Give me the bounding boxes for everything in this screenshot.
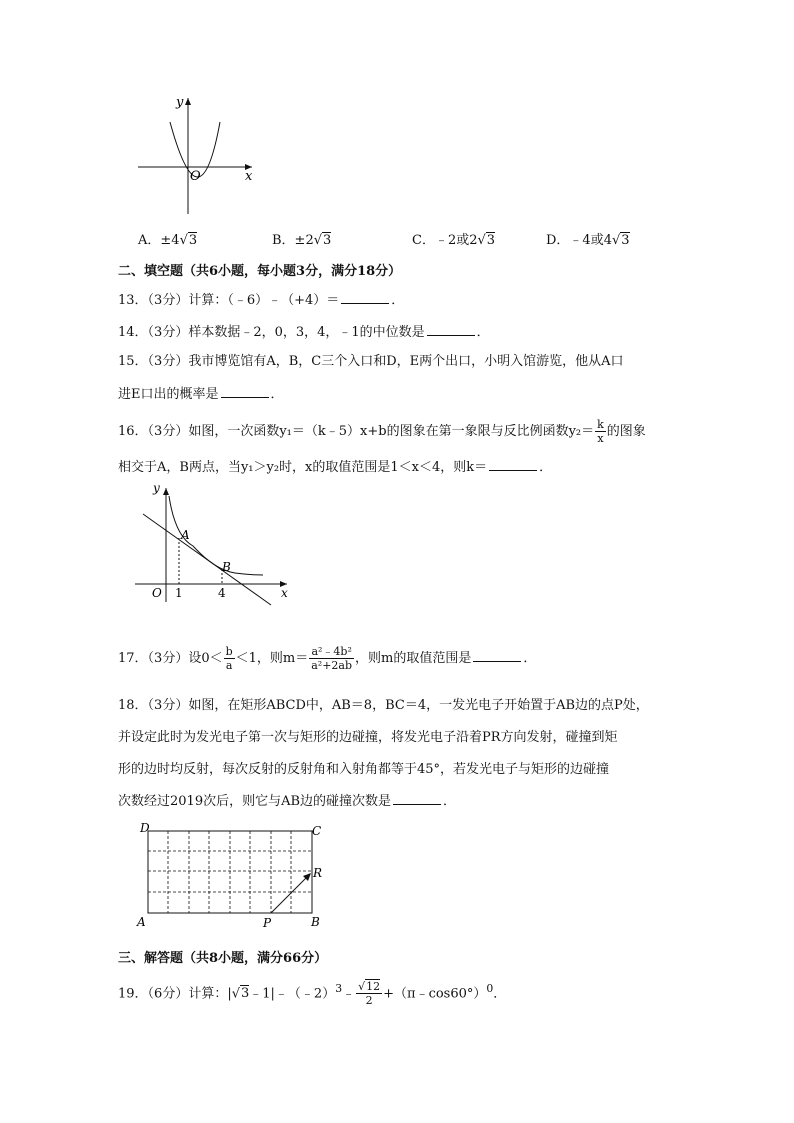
y-axis-arrow — [185, 98, 191, 105]
answer-blank[interactable] — [427, 323, 475, 336]
origin-label: O — [190, 169, 201, 184]
sqrt-symbol: √ — [477, 233, 486, 248]
question-18-line-3: 形的边时均反射，每次反射的反射角和入射角都等于45°，若发光电子与矩形的边碰撞 — [118, 762, 610, 777]
question-15-line-2: 进E口出的概率是 ． — [118, 387, 284, 402]
ray-pr — [271, 875, 309, 913]
option-d[interactable]: D．﹣4或4√3 — [546, 233, 630, 248]
label-r: R — [313, 866, 323, 880]
question-14: 14．（3分）样本数据﹣2，0，3，4，﹣1的中位数是 ． — [118, 325, 490, 340]
fraction-m: $\frac{\text{a²﹣4b²}}{\text{a²+2ab}}$ — [311, 645, 353, 672]
question-16-line-2: 相交于A，B两点，当y₁＞y₂时，x的取值范围是1＜x＜4，则k＝ ． — [118, 460, 553, 475]
answer-blank[interactable] — [489, 458, 537, 471]
option-b[interactable]: B．±2√3 — [272, 233, 332, 248]
sqrt-symbol: √ — [611, 233, 621, 248]
question-15-line-1: 15．（3分）我市博览馆有A，B，C三个入口和D，E两个出口，小明入馆游览，他从A口 — [118, 354, 624, 369]
y-axis-arrow — [163, 488, 169, 495]
answer-blank[interactable] — [393, 792, 441, 805]
x-axis-label: x — [245, 169, 253, 184]
answer-blank[interactable] — [341, 291, 389, 304]
question-17: 17．（3分）设0＜ $\frac{b}{a}$ ＜1，则m＝ $\frac{\text{a²﹣4b²}}{\text{a²+2ab}}$ ，则m的取值范围是 ． — [118, 645, 537, 672]
sqrt-symbol: √ — [231, 986, 240, 1002]
option-a[interactable]: A．±4√3 — [138, 233, 198, 248]
tick-label-4: 4 — [218, 586, 226, 600]
point-b-label: B — [222, 560, 231, 574]
grid-lines — [148, 831, 312, 913]
section-2-title: 二、填空题（共6小题，每小题3分，满分18分） — [118, 264, 402, 279]
y-axis-label: y — [153, 481, 160, 495]
fraction-b-over-a: $\frac{b}{a}$ — [225, 645, 233, 672]
question-18-line-2: 并设定此时为发光电子第一次与矩形的边碰撞，将发光电子沿着PR方向发射，碰撞到矩 — [118, 730, 618, 745]
option-c[interactable]: C．﹣2或2√3 — [412, 233, 496, 248]
y-axis-label: y — [176, 95, 184, 110]
rectangle-grid-figure — [135, 820, 335, 932]
x-axis-label: x — [281, 586, 288, 600]
parabola-graph — [130, 92, 260, 222]
point-a-label: A — [181, 528, 190, 542]
section-3-title: 三、解答题（共8小题，满分66分） — [118, 951, 328, 966]
answer-blank[interactable] — [473, 649, 521, 662]
question-18-line-4: 次数经过2019次后，则它与AB边的碰撞次数是 ． — [118, 794, 457, 809]
question-16-line-1: 16．（3分）如图，一次函数y₁＝（k﹣5）x+b的图象在第一象限与反比例函数y₂＝ $\frac{k}{x}$ 的图象 — [118, 418, 646, 445]
function-graph — [135, 478, 295, 608]
label-d: D — [140, 821, 150, 835]
tick-label-1: 1 — [175, 586, 183, 600]
label-p: P — [263, 916, 272, 930]
answer-blank[interactable] — [221, 385, 269, 398]
fraction-k-over-x: $\frac{k}{x}$ — [597, 418, 604, 445]
sqrt-symbol: √ — [179, 233, 188, 248]
label-a: A — [137, 915, 146, 929]
label-c: C — [312, 824, 322, 838]
sqrt-symbol: √ — [313, 233, 323, 248]
fraction-sqrt12-over-2: $\frac{√12}{2}$ — [358, 980, 381, 1008]
question-19: 19．（6分）计算：|√3﹣1|﹣（﹣2）$^3$﹣ $\frac{√12}{2}$ +（π﹣cos60°）$^0$． — [118, 980, 507, 1008]
origin-label: O — [152, 586, 162, 600]
question-18-line-1: 18．（3分）如图，在矩形ABCD中，AB＝8，BC＝4，一发光电子开始置于AB边的点P处， — [118, 698, 649, 713]
question-13: 13．（3分）计算：（﹣6）﹣（+4）＝ ． — [118, 293, 405, 308]
label-b: B — [311, 915, 320, 929]
sqrt-symbol: √ — [358, 980, 366, 994]
